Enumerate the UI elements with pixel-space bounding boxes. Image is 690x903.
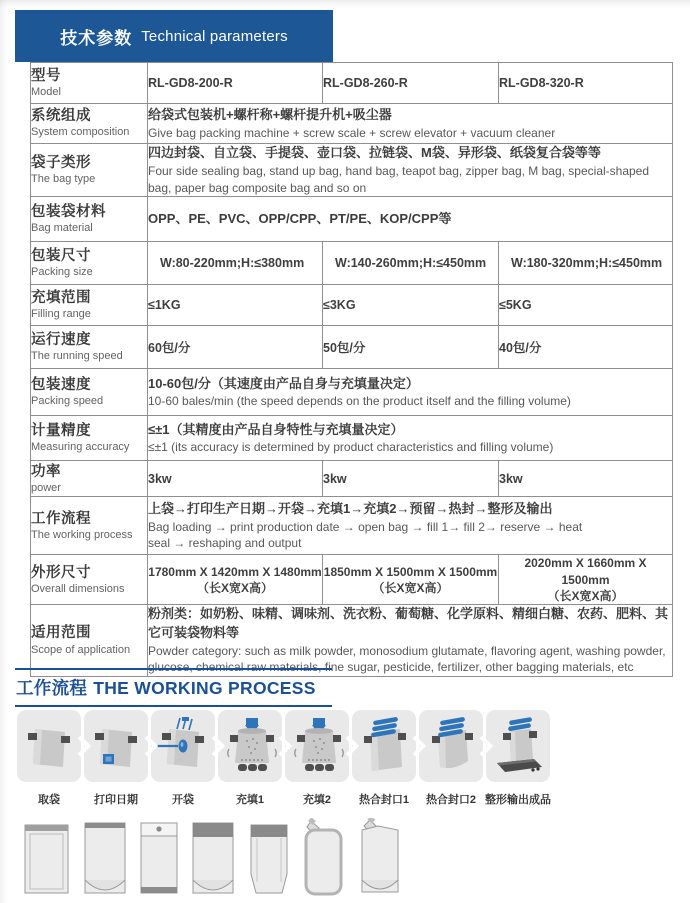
dimension-value: 1850mm X 1500mm X 1500mm [323,564,498,579]
fill-1-icon [222,717,278,775]
value-cell: W:180-320mm;H:≤450mm [499,242,673,285]
row-label-zh: 功率 [31,463,61,480]
heat-seal-2-icon [423,717,479,775]
stand-up-spout-pouch-icon [356,818,402,898]
value-cell: ≤3KG [323,285,499,326]
row-label-en: Packing speed [31,395,104,408]
value-cell: RL-GD8-200-R [148,63,323,104]
row-scope-of-application [31,605,673,677]
value-cell [148,197,673,242]
row-packing-speed [31,369,673,416]
row-measuring-accuracy [31,416,673,461]
dimension-value: 1780mm X 1420mm X 1480mm [148,564,322,579]
row-label-cell [31,63,148,104]
row-label-zh: 袋子类形 [31,155,91,172]
value-zh: 四边封袋、自立袋、手提袋、壶口袋、拉链袋、M袋、异形袋、纸袋复合袋等等 [148,145,601,160]
value-cell: RL-GD8-260-R [323,63,499,104]
working-process-steps [17,710,550,807]
value-cell: 50包/分 [323,326,499,369]
value-zh: 给袋式包装机+螺杆称+螺杆提升机+吸尘器 [148,106,392,122]
process-step-label: 开袋 [172,794,194,806]
technical-parameters-banner [15,10,333,62]
row-label-cell [31,197,148,242]
value-cell [148,104,673,144]
process-step-label: 充填2 [302,794,332,806]
value-cell: 3kw [323,461,499,497]
row-working-process [31,497,673,555]
row-label-en: The working process [31,528,133,541]
value-cell: ≤5KG [499,285,673,326]
row-label-en: Scope of application [31,643,131,656]
value-cell [148,144,673,197]
row-label-zh: 充填范围 [31,290,91,307]
hang-hole-bag-icon [138,820,180,898]
value-cell: 3kw [148,461,323,497]
print-date-icon [88,717,144,775]
value-cell [148,497,673,555]
row-system-composition [31,104,673,144]
take-bag-icon [21,717,77,775]
value-cell: 3kw [499,461,673,497]
process-step-fill-2 [285,710,349,807]
bag-samples-row [22,818,402,898]
open-bag-icon [155,717,211,775]
row-overall-dimensions [31,555,673,605]
value-cell [148,555,323,605]
process-step-label: 取袋 [38,794,60,806]
value-en: Four side sealing bag, stand up bag, hand bag, teapot bag, zipper bag, M bag, special-shaped bag, paper bag composite bag and so on [148,163,650,195]
process-step-reshape-output [486,710,550,807]
value-cell [499,555,673,605]
process-step-take-bag [17,710,81,807]
row-packing-size [31,242,673,285]
value-cell: 40包/分 [499,326,673,369]
row-label-cell [31,369,148,416]
value-en: Powder category: such as milk powder, monosodium glutamate, flavoring agent, washing powder, glucose, chemical raw materials, fine sugar, pesticide, fertilizer, other bagging materials, etc [148,643,666,675]
row-label-cell [31,242,148,285]
row-bag-material [31,197,673,242]
row-label-cell [31,497,148,555]
row-label-cell [31,326,148,369]
working-process-heading-en: THE WORKING PROCESS [93,678,316,698]
row-label-en: Bag material [31,222,93,235]
value-zh: 粉剂类：如奶粉、味精、调味剂、洗衣粉、葡萄糖、化学原料、精细白糖、农药、肥料、其它可装袋物料等 [148,606,669,640]
banner-title-zh: 技术参数 [60,28,133,48]
row-label-zh: 包装袋材料 [31,204,106,221]
process-step-label: 热合封口2 [425,794,477,806]
row-label-cell [31,416,148,461]
row-label-zh: 包装速度 [31,377,91,394]
process-step-fill-1 [218,710,282,807]
value-zh: 上袋→打印生产日期→开袋→充填1→充填2→预留→热封→整形及输出 [148,500,553,516]
row-label-zh: 系统组成 [31,108,91,125]
spout-pouch-icon [302,818,346,898]
row-label-en: Packing size [31,266,93,279]
row-label-zh: 运行速度 [31,332,91,349]
process-step-heat-seal-1 [352,710,416,807]
row-label-en: Model [31,85,61,98]
process-step-print-date [84,710,148,807]
stand-up-bag-icon [82,820,128,898]
row-label-zh: 适用范围 [31,625,91,642]
dimension-value: 2020mm X 1660mm X 1500mm [524,556,647,587]
row-bag-type [31,144,673,197]
reshape-output-icon [490,717,546,775]
value-en: 10-60 bales/min (the speed depends on the product itself and the filling volume) [148,394,571,409]
row-label-en: The running speed [31,350,123,363]
dimension-note: （长X宽X高） [547,588,624,603]
side-gusset-bag-icon [246,820,292,898]
value-zh: 10-60包/分（其速度由产品自身与充填量决定） [148,375,419,391]
row-label-en: System composition [31,126,130,139]
process-step-label: 整形输出成品 [485,794,551,806]
process-step-open-bag [151,710,215,807]
row-label-zh: 包装尺寸 [31,248,91,265]
row-label-cell [31,285,148,326]
row-power [31,461,673,497]
value-cell: W:80-220mm;H:≤380mm [148,242,323,285]
row-label-cell [31,555,148,605]
value-cell [148,605,673,677]
row-label-en: Overall dimensions [31,582,125,595]
value-zh: OPP、PE、PVC、OPP/CPP、PT/PE、KOP/CPP等 [148,211,452,227]
process-step-label: 打印日期 [94,794,138,806]
value-cell: W:140-260mm;H:≤450mm [323,242,499,285]
fill-2-icon [289,717,345,775]
row-label-zh: 外形尺寸 [31,564,91,581]
row-label-en: Filling range [31,308,91,321]
row-label-en: Measuring accuracy [31,441,130,454]
value-cell [323,555,499,605]
working-process-heading [15,668,332,707]
row-label-en: power [31,481,61,494]
value-cell: ≤1KG [148,285,323,326]
spec-table [30,62,673,677]
row-label-cell [31,605,148,677]
value-cell [148,369,673,416]
row-running-speed [31,326,673,369]
value-cell [148,416,673,461]
value-en: ≤±1 (its accuracy is determined by product characteristics and filling volume) [148,440,554,455]
row-label-zh: 计量精度 [31,423,91,440]
row-label-cell [31,461,148,497]
row-label-en: The bag type [31,173,96,186]
top-band-bag-icon [190,820,236,898]
value-cell: RL-GD8-320-R [499,63,673,104]
value-en: Give bag packing machine + screw scale + screw elevator + vacuum cleaner [148,125,556,140]
process-step-label: 充填1 [235,794,265,806]
process-step-label: 热合封口1 [358,794,410,806]
row-model [31,63,673,104]
row-label-zh: 型号 [31,67,61,84]
four-side-seal-bag-icon [22,820,72,898]
dimension-note: （长X宽X高） [372,580,449,595]
row-label-cell [31,144,148,197]
process-step-heat-seal-2 [419,710,483,807]
dimension-note: （长X宽X高） [196,580,273,595]
working-process-heading-zh: 工作流程 [16,678,88,698]
row-filling-range [31,285,673,326]
heat-seal-1-icon [356,717,412,775]
row-label-zh: 工作流程 [31,510,91,527]
value-zh: ≤±1（其精度由产品自身特性与充填量决定） [148,421,404,437]
banner-title-en: Technical parameters [141,27,288,45]
value-en: Bag loading → print production date → open bag → fill 1→ fill 2→ reserve → heat seal → reshaping and output [148,519,583,551]
value-cell: 60包/分 [148,326,323,369]
row-label-cell [31,104,148,144]
